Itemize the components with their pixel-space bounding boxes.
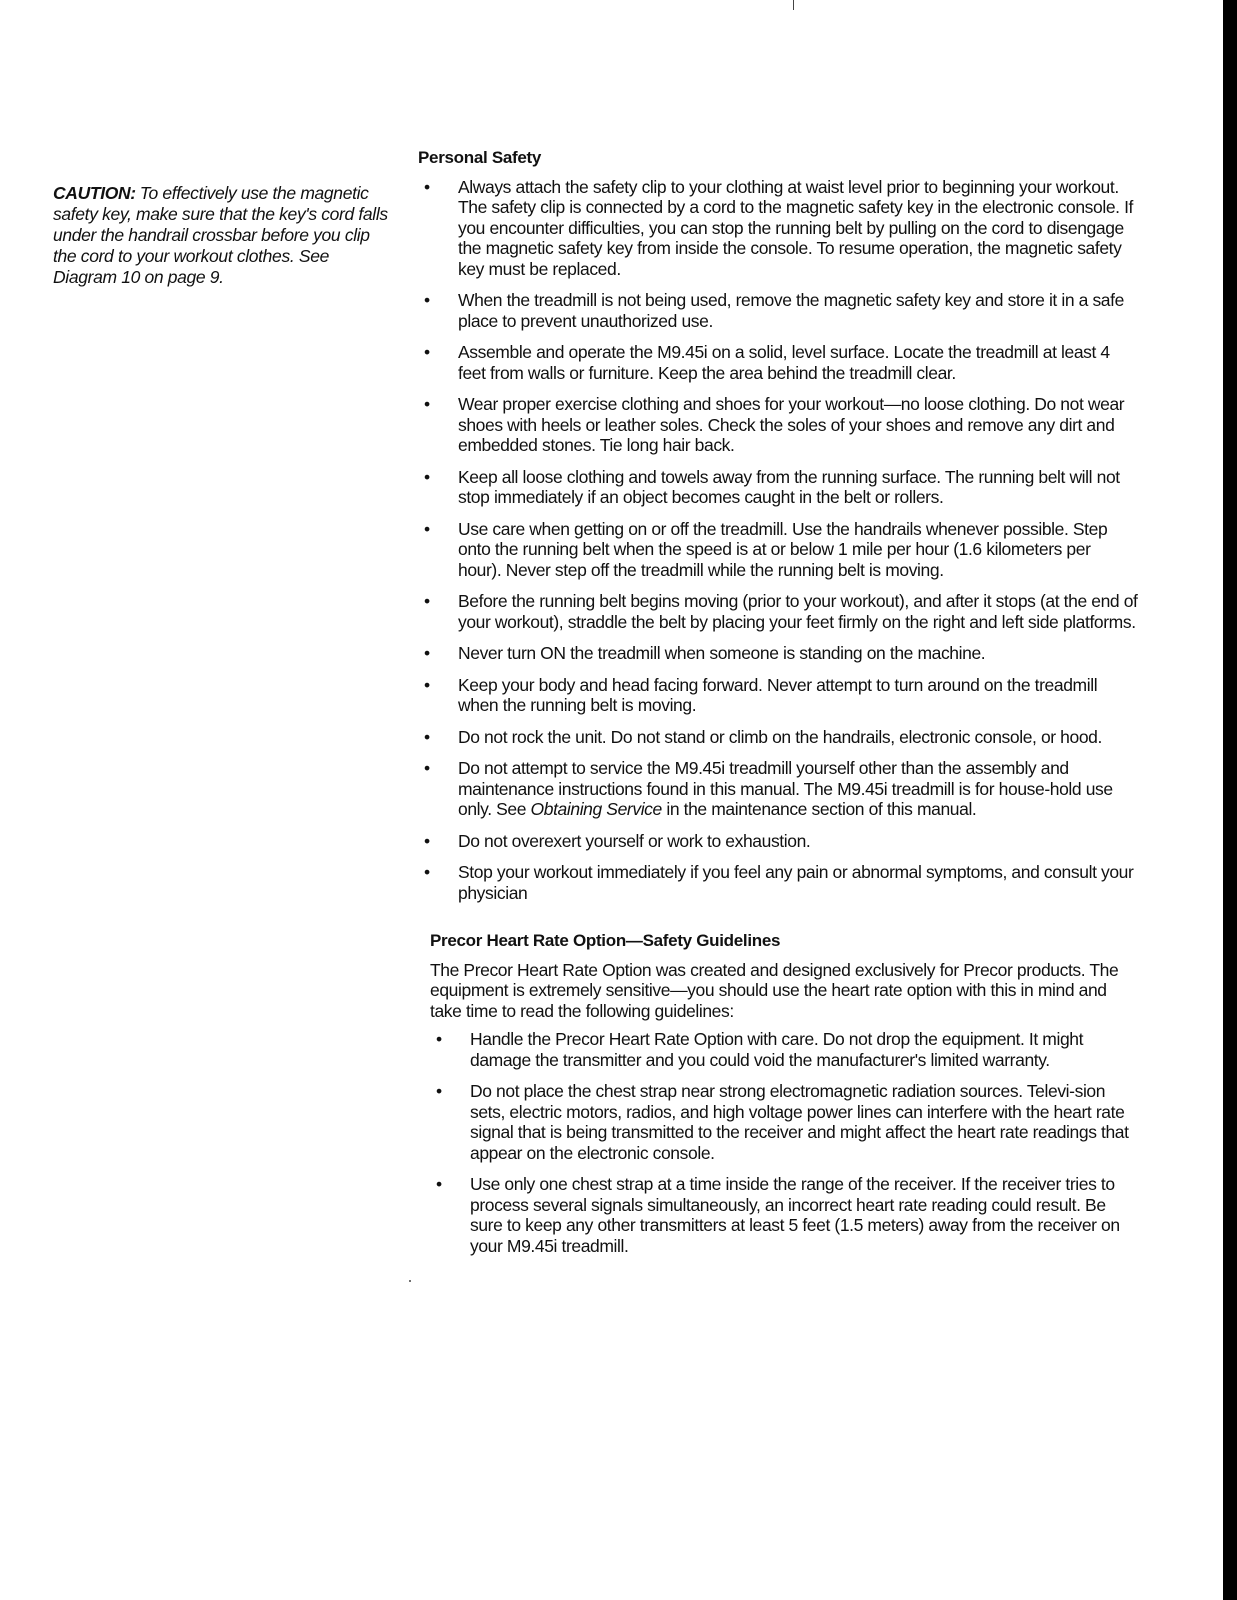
list-item-text: Keep all loose clothing and towels away from the running surface. The running belt will not stop immediately if an object becomes caught in the belt or rollers. <box>458 466 1120 507</box>
list-item <box>418 467 1138 508</box>
heart-rate-intro: The Precor Heart Rate Option was created and designed exclusively for Precor products. The equipment is extremely sensitive—you should use the heart rate option with this in mind and take time to read the following guidelines: <box>430 959 1119 1021</box>
list-item-text: Before the running belt begins moving (prior to your workout), and after it stops (at the end of your workout), straddle the belt by placing your feet firmly on the right and left side platforms. <box>458 591 1138 632</box>
heart-rate-heading: Precor Heart Rate Option—Safety Guidelines <box>430 931 781 950</box>
list-item-text: Wear proper exercise clothing and shoes for your workout—no loose clothing. Do not wear shoes with heels or leather soles. Check the soles of your shoes and remove any dirt and embedded stones. Tie long hair back. <box>458 394 1125 455</box>
top-margin-mark <box>793 0 794 10</box>
list-item <box>418 643 1138 664</box>
list-item <box>418 177 1138 280</box>
service-text-before: Do not attempt to service the M9.45i treadmill yourself other than the assembly and maintenance instructions found in this manual. The M9.45i treadmill is for house-hold use only. See <box>458 758 1113 819</box>
bullet-icon: • <box>424 290 430 310</box>
bullet-icon: • <box>436 1029 442 1049</box>
list-item-text: Use care when getting on or off the treadmill. Use the handrails whenever possible. Step onto the running belt when the speed is at or below 1 mile per hour (1.6 kilometers per hour). Never step off the treadmill while the running belt is moving. <box>458 518 1108 580</box>
bullet-icon: • <box>424 591 430 611</box>
list-item <box>418 394 1138 456</box>
obtaining-service-reference: Obtaining Service <box>530 799 662 819</box>
main-column <box>418 148 1138 1267</box>
list-item-service <box>418 758 1138 820</box>
service-text-after: in the maintenance section of this manual. <box>661 799 977 819</box>
list-item <box>418 831 1138 852</box>
scan-edge-bar <box>1223 0 1237 1600</box>
list-item-text: Do not rock the unit. Do not stand or climb on the handrails, electronic console, or hood. <box>458 726 1102 747</box>
bullet-icon: • <box>424 643 430 663</box>
list-item <box>418 342 1138 383</box>
bullet-icon: • <box>424 758 430 778</box>
bullet-icon: • <box>424 830 430 851</box>
list-item <box>418 675 1138 716</box>
list-item-text: Do not overexert yourself or work to exhaustion. <box>458 830 811 851</box>
list-item <box>418 290 1138 331</box>
list-item-text: When the treadmill is not being used, remove the magnetic safety key and store it in a safe place to prevent unauthorized use. <box>458 290 1124 331</box>
list-item-text: Always attach the safety clip to your clothing at waist level prior to beginning your workout. The safety clip is connected by a cord to the magnetic safety key in the electronic console. If you encounter difficulties, you can stop the running belt by pulling on the cord to disengage the magnetic safety key from inside the console. To resume operation, the magnetic safety key must be replaced. <box>458 176 1134 279</box>
caution-label: CAUTION: <box>53 183 136 203</box>
list-item-text: Assemble and operate the M9.45i on a solid, level surface. Locate the treadmill at least 4 feet from walls or furniture. Keep the area behind the treadmill clear. <box>458 342 1110 383</box>
list-item-text: Stop your workout immediately if you feel any pain or abnormal symptoms, and consult your physician <box>458 862 1134 903</box>
personal-safety-list <box>418 177 1138 904</box>
list-item-text: Never turn ON the treadmill when someone is standing on the machine. <box>458 643 986 663</box>
bullet-icon: • <box>424 342 430 362</box>
bullet-icon: • <box>424 518 430 539</box>
list-item <box>418 1029 1138 1070</box>
list-item-text: Keep your body and head facing forward. Never attempt to turn around on the treadmill when the running belt is moving. <box>458 674 1098 715</box>
bullet-icon: • <box>424 674 430 695</box>
list-item <box>418 1174 1138 1256</box>
personal-safety-heading: Personal Safety <box>418 148 542 167</box>
bullet-icon: • <box>424 726 430 747</box>
list-item <box>418 727 1138 748</box>
scan-speck <box>409 1280 411 1282</box>
caution-note <box>53 183 389 288</box>
list-item <box>418 519 1138 581</box>
caution-text: To effectively use the magnetic safety key, make sure that the key's cord falls under the handrail crossbar before you clip the cord to your workout clothes. See Diagram 10 on page 9. <box>53 183 388 287</box>
list-item <box>418 862 1138 903</box>
bullet-icon: • <box>436 1081 442 1101</box>
bullet-icon: • <box>424 466 430 487</box>
heart-rate-list <box>418 1029 1138 1256</box>
list-item-text: Do not place the chest strap near strong electromagnetic radiation sources. Televi-sion sets, electric motors, radios, and high voltage power lines can interfere with the heart rate signal that is being transmitted to the receiver and might affect the heart rate readings that appear on the electronic console. <box>470 1081 1129 1163</box>
list-item-text: Use only one chest strap at a time inside the range of the receiver. If the receiver tries to process several signals simultaneously, an incorrect heart rate reading could result. Be sure to keep any other transmitters at least 5 feet (1.5 meters) away from the receiver on your M9.45i treadmill. <box>470 1174 1120 1256</box>
bullet-icon: • <box>424 176 430 197</box>
list-item-text: Handle the Precor Heart Rate Option with care. Do not drop the equipment. It might damage the transmitter and you could void the manufacturer's limited warranty. <box>470 1029 1084 1070</box>
bullet-icon: • <box>424 394 430 414</box>
bullet-icon: • <box>436 1174 442 1194</box>
bullet-icon: • <box>424 862 430 882</box>
list-item <box>418 591 1138 632</box>
list-item <box>418 1081 1138 1163</box>
